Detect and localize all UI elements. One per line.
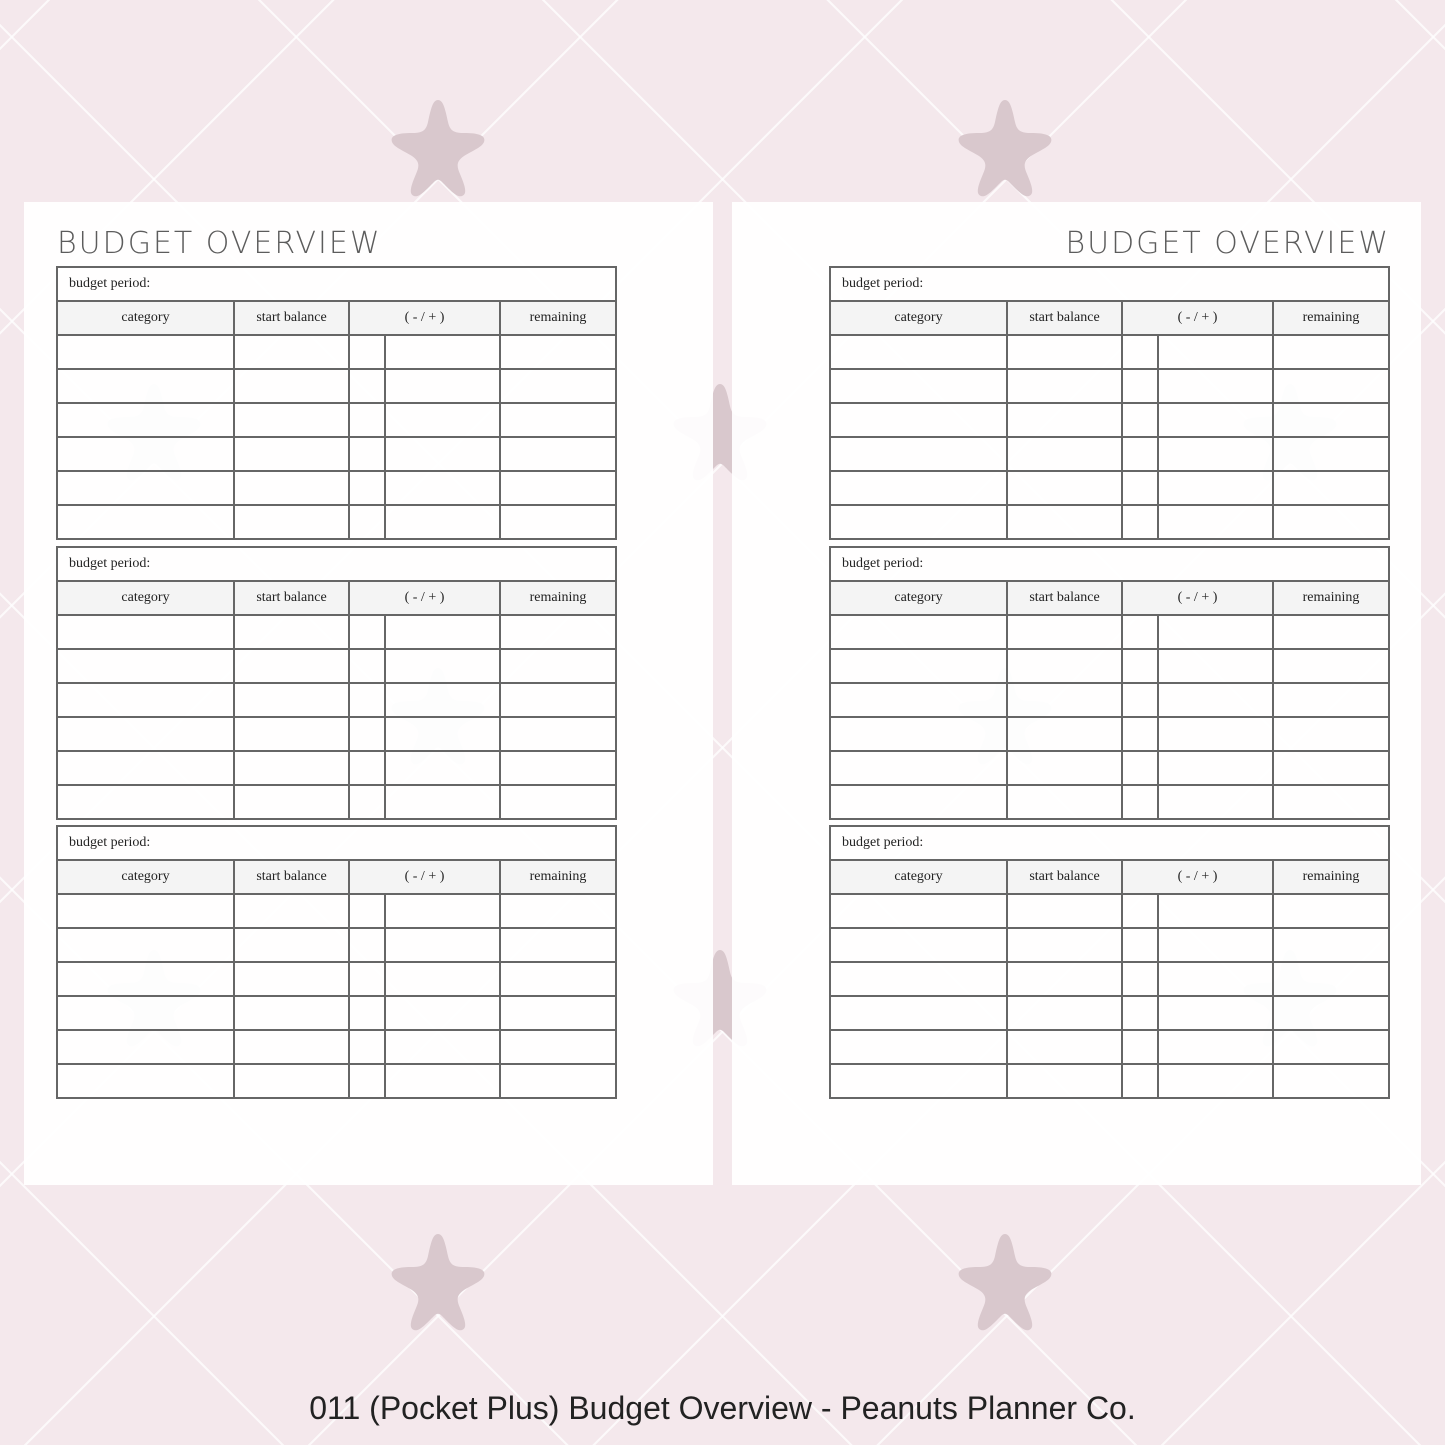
change-amount-cell[interactable]	[385, 751, 500, 785]
start-balance-cell[interactable]	[234, 1064, 349, 1098]
change-amount-cell[interactable]	[385, 403, 500, 437]
table-row	[57, 1064, 616, 1098]
category-cell[interactable]	[830, 403, 1007, 437]
start-balance-cell[interactable]	[234, 403, 349, 437]
start-balance-cell[interactable]	[1007, 1030, 1122, 1064]
table-row	[57, 649, 616, 683]
change-amount-cell[interactable]	[1158, 403, 1273, 437]
table-row	[57, 996, 616, 1030]
remaining-cell[interactable]	[500, 615, 616, 649]
start-balance-cell[interactable]	[1007, 717, 1122, 751]
table-row	[57, 751, 616, 785]
budget-period-label: budget period:	[830, 267, 1389, 301]
remaining-cell[interactable]	[1273, 335, 1389, 369]
budget-block	[829, 825, 1389, 1099]
start-balance-cell[interactable]	[234, 962, 349, 996]
start-balance-cell[interactable]	[1007, 894, 1122, 928]
category-cell[interactable]	[57, 403, 234, 437]
sign-cell[interactable]	[1122, 335, 1158, 369]
column-header-change: ( - / + )	[349, 301, 500, 335]
category-cell[interactable]	[57, 683, 234, 717]
change-amount-cell[interactable]	[385, 505, 500, 539]
sign-cell[interactable]	[1122, 403, 1158, 437]
change-amount-cell[interactable]	[385, 785, 500, 819]
sign-cell[interactable]	[349, 649, 385, 683]
remaining-cell[interactable]	[1273, 403, 1389, 437]
start-balance-cell[interactable]	[1007, 751, 1122, 785]
remaining-cell[interactable]	[1273, 751, 1389, 785]
category-cell[interactable]	[57, 751, 234, 785]
budget-block	[829, 266, 1389, 540]
change-amount-cell[interactable]	[385, 649, 500, 683]
budget-period-label: budget period:	[830, 826, 1389, 860]
category-cell[interactable]	[57, 369, 234, 403]
start-balance-cell[interactable]	[1007, 505, 1122, 539]
remaining-cell[interactable]	[500, 649, 616, 683]
column-header-start-balance: start balance	[1007, 301, 1122, 335]
change-amount-cell[interactable]	[1158, 894, 1273, 928]
sign-cell[interactable]	[349, 785, 385, 819]
table-row	[57, 717, 616, 751]
start-balance-cell[interactable]	[1007, 335, 1122, 369]
change-amount-cell[interactable]	[385, 437, 500, 471]
start-balance-cell[interactable]	[234, 505, 349, 539]
category-cell[interactable]	[57, 615, 234, 649]
start-balance-cell[interactable]	[234, 615, 349, 649]
sign-cell[interactable]	[349, 437, 385, 471]
sign-cell[interactable]	[1122, 962, 1158, 996]
sign-cell[interactable]	[1122, 437, 1158, 471]
column-header-remaining: remaining	[500, 581, 616, 615]
budget-block	[56, 266, 616, 540]
change-amount-cell[interactable]	[1158, 1030, 1273, 1064]
star-icon	[950, 96, 1060, 200]
column-header-remaining: remaining	[1273, 301, 1389, 335]
category-cell[interactable]	[57, 1030, 234, 1064]
sign-cell[interactable]	[1122, 996, 1158, 1030]
category-cell[interactable]	[57, 717, 234, 751]
change-amount-cell[interactable]	[1158, 335, 1273, 369]
sign-cell[interactable]	[1122, 785, 1158, 819]
category-cell[interactable]	[830, 928, 1007, 962]
table-row	[57, 369, 616, 403]
sign-cell[interactable]	[349, 751, 385, 785]
column-header-remaining: remaining	[1273, 581, 1389, 615]
category-cell[interactable]	[57, 996, 234, 1030]
remaining-cell[interactable]	[500, 335, 616, 369]
remaining-cell[interactable]	[1273, 437, 1389, 471]
column-header-change: ( - / + )	[1122, 581, 1273, 615]
change-amount-cell[interactable]	[385, 1064, 500, 1098]
category-cell[interactable]	[830, 437, 1007, 471]
change-amount-cell[interactable]	[1158, 437, 1273, 471]
column-header-category: category	[57, 301, 234, 335]
category-cell[interactable]	[57, 1064, 234, 1098]
table-row	[830, 894, 1389, 928]
budget-grid	[829, 266, 1389, 1105]
table-row	[830, 615, 1389, 649]
table-row	[57, 403, 616, 437]
budget-period-label: budget period:	[830, 547, 1389, 581]
start-balance-cell[interactable]	[234, 649, 349, 683]
remaining-cell[interactable]	[1273, 996, 1389, 1030]
remaining-cell[interactable]	[1273, 717, 1389, 751]
remaining-cell[interactable]	[1273, 505, 1389, 539]
remaining-cell[interactable]	[500, 894, 616, 928]
category-cell[interactable]	[830, 649, 1007, 683]
column-header-remaining: remaining	[500, 301, 616, 335]
sign-cell[interactable]	[349, 996, 385, 1030]
start-balance-cell[interactable]	[1007, 437, 1122, 471]
sign-cell[interactable]	[1122, 1064, 1158, 1098]
change-amount-cell[interactable]	[385, 335, 500, 369]
column-header-category: category	[830, 581, 1007, 615]
change-amount-cell[interactable]	[1158, 785, 1273, 819]
budget-block	[829, 546, 1389, 820]
table-row	[830, 717, 1389, 751]
star-icon	[383, 1230, 493, 1334]
category-cell[interactable]	[57, 335, 234, 369]
start-balance-cell[interactable]	[1007, 785, 1122, 819]
sign-cell[interactable]	[1122, 717, 1158, 751]
column-header-remaining: remaining	[500, 860, 616, 894]
star-icon	[950, 1230, 1060, 1334]
table-row	[830, 1030, 1389, 1064]
change-amount-cell[interactable]	[385, 996, 500, 1030]
change-amount-cell[interactable]	[1158, 996, 1273, 1030]
column-header-change: ( - / + )	[1122, 860, 1273, 894]
category-cell[interactable]	[830, 505, 1007, 539]
start-balance-cell[interactable]	[1007, 928, 1122, 962]
sign-cell[interactable]	[1122, 751, 1158, 785]
category-cell[interactable]	[57, 471, 234, 505]
change-amount-cell[interactable]	[1158, 1064, 1273, 1098]
table-row	[830, 649, 1389, 683]
column-header-category: category	[57, 581, 234, 615]
remaining-cell[interactable]	[500, 683, 616, 717]
start-balance-cell[interactable]	[234, 894, 349, 928]
remaining-cell[interactable]	[1273, 369, 1389, 403]
column-header-category: category	[830, 860, 1007, 894]
table-row	[57, 437, 616, 471]
budget-table	[829, 546, 1390, 820]
change-amount-cell[interactable]	[385, 717, 500, 751]
column-header-start-balance: start balance	[234, 860, 349, 894]
remaining-cell[interactable]	[1273, 928, 1389, 962]
budget-table	[56, 825, 617, 1099]
star-icon	[383, 96, 493, 200]
start-balance-cell[interactable]	[1007, 403, 1122, 437]
sign-cell[interactable]	[1122, 928, 1158, 962]
category-cell[interactable]	[830, 717, 1007, 751]
remaining-cell[interactable]	[500, 471, 616, 505]
remaining-cell[interactable]	[500, 437, 616, 471]
change-amount-cell[interactable]	[1158, 505, 1273, 539]
start-balance-cell[interactable]	[1007, 1064, 1122, 1098]
table-row	[830, 751, 1389, 785]
table-row	[57, 335, 616, 369]
column-header-change: ( - / + )	[349, 581, 500, 615]
remaining-cell[interactable]	[1273, 785, 1389, 819]
budget-period-label: budget period:	[57, 826, 616, 860]
table-row	[830, 962, 1389, 996]
budget-table	[56, 546, 617, 820]
start-balance-cell[interactable]	[1007, 996, 1122, 1030]
remaining-cell[interactable]	[1273, 1064, 1389, 1098]
change-amount-cell[interactable]	[385, 683, 500, 717]
start-balance-cell[interactable]	[1007, 369, 1122, 403]
change-amount-cell[interactable]	[385, 615, 500, 649]
start-balance-cell[interactable]	[234, 928, 349, 962]
table-row	[830, 928, 1389, 962]
category-cell[interactable]	[57, 894, 234, 928]
category-cell[interactable]	[830, 996, 1007, 1030]
remaining-cell[interactable]	[500, 962, 616, 996]
category-cell[interactable]	[57, 928, 234, 962]
sign-cell[interactable]	[349, 683, 385, 717]
table-row	[830, 403, 1389, 437]
remaining-cell[interactable]	[1273, 1030, 1389, 1064]
table-row	[57, 615, 616, 649]
column-header-start-balance: start balance	[234, 581, 349, 615]
sign-cell[interactable]	[349, 403, 385, 437]
category-cell[interactable]	[830, 1030, 1007, 1064]
remaining-cell[interactable]	[500, 996, 616, 1030]
table-row	[57, 1030, 616, 1064]
table-row	[830, 785, 1389, 819]
start-balance-cell[interactable]	[234, 1030, 349, 1064]
start-balance-cell[interactable]	[234, 785, 349, 819]
table-row	[830, 505, 1389, 539]
remaining-cell[interactable]	[1273, 649, 1389, 683]
column-header-start-balance: start balance	[234, 301, 349, 335]
start-balance-cell[interactable]	[234, 471, 349, 505]
table-row	[830, 1064, 1389, 1098]
change-amount-cell[interactable]	[1158, 928, 1273, 962]
remaining-cell[interactable]	[1273, 894, 1389, 928]
category-cell[interactable]	[830, 615, 1007, 649]
remaining-cell[interactable]	[1273, 471, 1389, 505]
category-cell[interactable]	[57, 437, 234, 471]
start-balance-cell[interactable]	[234, 369, 349, 403]
category-cell[interactable]	[830, 335, 1007, 369]
change-amount-cell[interactable]	[1158, 683, 1273, 717]
budget-table	[56, 266, 617, 540]
table-row	[57, 471, 616, 505]
table-row	[830, 996, 1389, 1030]
table-row	[830, 683, 1389, 717]
remaining-cell[interactable]	[500, 717, 616, 751]
category-cell[interactable]	[57, 962, 234, 996]
page-title: BUDGET OVERVIEW	[57, 226, 382, 261]
change-amount-cell[interactable]	[1158, 615, 1273, 649]
start-balance-cell[interactable]	[1007, 683, 1122, 717]
budget-block	[56, 546, 616, 820]
budget-period-label: budget period:	[57, 267, 616, 301]
start-balance-cell[interactable]	[1007, 471, 1122, 505]
table-row	[830, 335, 1389, 369]
remaining-cell[interactable]	[500, 1030, 616, 1064]
sign-cell[interactable]	[349, 369, 385, 403]
table-row	[57, 785, 616, 819]
category-cell[interactable]	[830, 1064, 1007, 1098]
sign-cell[interactable]	[349, 894, 385, 928]
column-header-category: category	[830, 301, 1007, 335]
sign-cell[interactable]	[349, 505, 385, 539]
table-row	[57, 928, 616, 962]
sign-cell[interactable]	[1122, 1030, 1158, 1064]
column-header-change: ( - / + )	[349, 860, 500, 894]
remaining-cell[interactable]	[1273, 683, 1389, 717]
sign-cell[interactable]	[349, 1064, 385, 1098]
column-header-start-balance: start balance	[1007, 581, 1122, 615]
start-balance-cell[interactable]	[1007, 615, 1122, 649]
category-cell[interactable]	[830, 471, 1007, 505]
change-amount-cell[interactable]	[1158, 471, 1273, 505]
change-amount-cell[interactable]	[385, 894, 500, 928]
change-amount-cell[interactable]	[385, 369, 500, 403]
category-cell[interactable]	[830, 962, 1007, 996]
column-header-start-balance: start balance	[1007, 860, 1122, 894]
category-cell[interactable]	[57, 505, 234, 539]
category-cell[interactable]	[830, 751, 1007, 785]
budget-period-label: budget period:	[57, 547, 616, 581]
remaining-cell[interactable]	[1273, 962, 1389, 996]
change-amount-cell[interactable]	[385, 1030, 500, 1064]
sign-cell[interactable]	[1122, 615, 1158, 649]
table-row	[830, 437, 1389, 471]
sign-cell[interactable]	[1122, 649, 1158, 683]
planner-page-left	[24, 202, 713, 1185]
sign-cell[interactable]	[349, 335, 385, 369]
start-balance-cell[interactable]	[1007, 962, 1122, 996]
budget-table	[829, 825, 1390, 1099]
table-row	[830, 369, 1389, 403]
product-caption: 011 (Pocket Plus) Budget Overview - Peanuts Planner Co.	[309, 1390, 1136, 1426]
sign-cell[interactable]	[349, 1030, 385, 1064]
budget-grid	[56, 266, 616, 1105]
remaining-cell[interactable]	[500, 1064, 616, 1098]
table-row	[57, 962, 616, 996]
table-row	[830, 471, 1389, 505]
start-balance-cell[interactable]	[234, 751, 349, 785]
remaining-cell[interactable]	[500, 751, 616, 785]
remaining-cell[interactable]	[500, 505, 616, 539]
sign-cell[interactable]	[349, 717, 385, 751]
planner-page-right	[732, 202, 1421, 1185]
category-cell[interactable]	[830, 785, 1007, 819]
change-amount-cell[interactable]	[1158, 649, 1273, 683]
column-header-category: category	[57, 860, 234, 894]
budget-table	[829, 266, 1390, 540]
table-row	[57, 894, 616, 928]
category-cell[interactable]	[830, 894, 1007, 928]
column-header-change: ( - / + )	[1122, 301, 1273, 335]
table-row	[57, 683, 616, 717]
remaining-cell[interactable]	[500, 403, 616, 437]
remaining-cell[interactable]	[500, 369, 616, 403]
sign-cell[interactable]	[349, 928, 385, 962]
start-balance-cell[interactable]	[234, 996, 349, 1030]
start-balance-cell[interactable]	[234, 683, 349, 717]
change-amount-cell[interactable]	[385, 962, 500, 996]
category-cell[interactable]	[830, 369, 1007, 403]
remaining-cell[interactable]	[500, 928, 616, 962]
table-row	[57, 505, 616, 539]
start-balance-cell[interactable]	[234, 335, 349, 369]
category-cell[interactable]	[830, 683, 1007, 717]
sign-cell[interactable]	[349, 615, 385, 649]
category-cell[interactable]	[57, 785, 234, 819]
change-amount-cell[interactable]	[385, 471, 500, 505]
start-balance-cell[interactable]	[234, 437, 349, 471]
start-balance-cell[interactable]	[234, 717, 349, 751]
change-amount-cell[interactable]	[1158, 717, 1273, 751]
page-title: BUDGET OVERVIEW	[1065, 226, 1390, 261]
start-balance-cell[interactable]	[1007, 649, 1122, 683]
sign-cell[interactable]	[1122, 683, 1158, 717]
change-amount-cell[interactable]	[1158, 369, 1273, 403]
remaining-cell[interactable]	[500, 785, 616, 819]
change-amount-cell[interactable]	[385, 928, 500, 962]
sign-cell[interactable]	[1122, 894, 1158, 928]
sign-cell[interactable]	[349, 471, 385, 505]
change-amount-cell[interactable]	[1158, 962, 1273, 996]
column-header-remaining: remaining	[1273, 860, 1389, 894]
budget-block	[56, 825, 616, 1099]
category-cell[interactable]	[57, 649, 234, 683]
change-amount-cell[interactable]	[1158, 751, 1273, 785]
sign-cell[interactable]	[1122, 505, 1158, 539]
remaining-cell[interactable]	[1273, 615, 1389, 649]
sign-cell[interactable]	[1122, 471, 1158, 505]
sign-cell[interactable]	[349, 962, 385, 996]
sign-cell[interactable]	[1122, 369, 1158, 403]
